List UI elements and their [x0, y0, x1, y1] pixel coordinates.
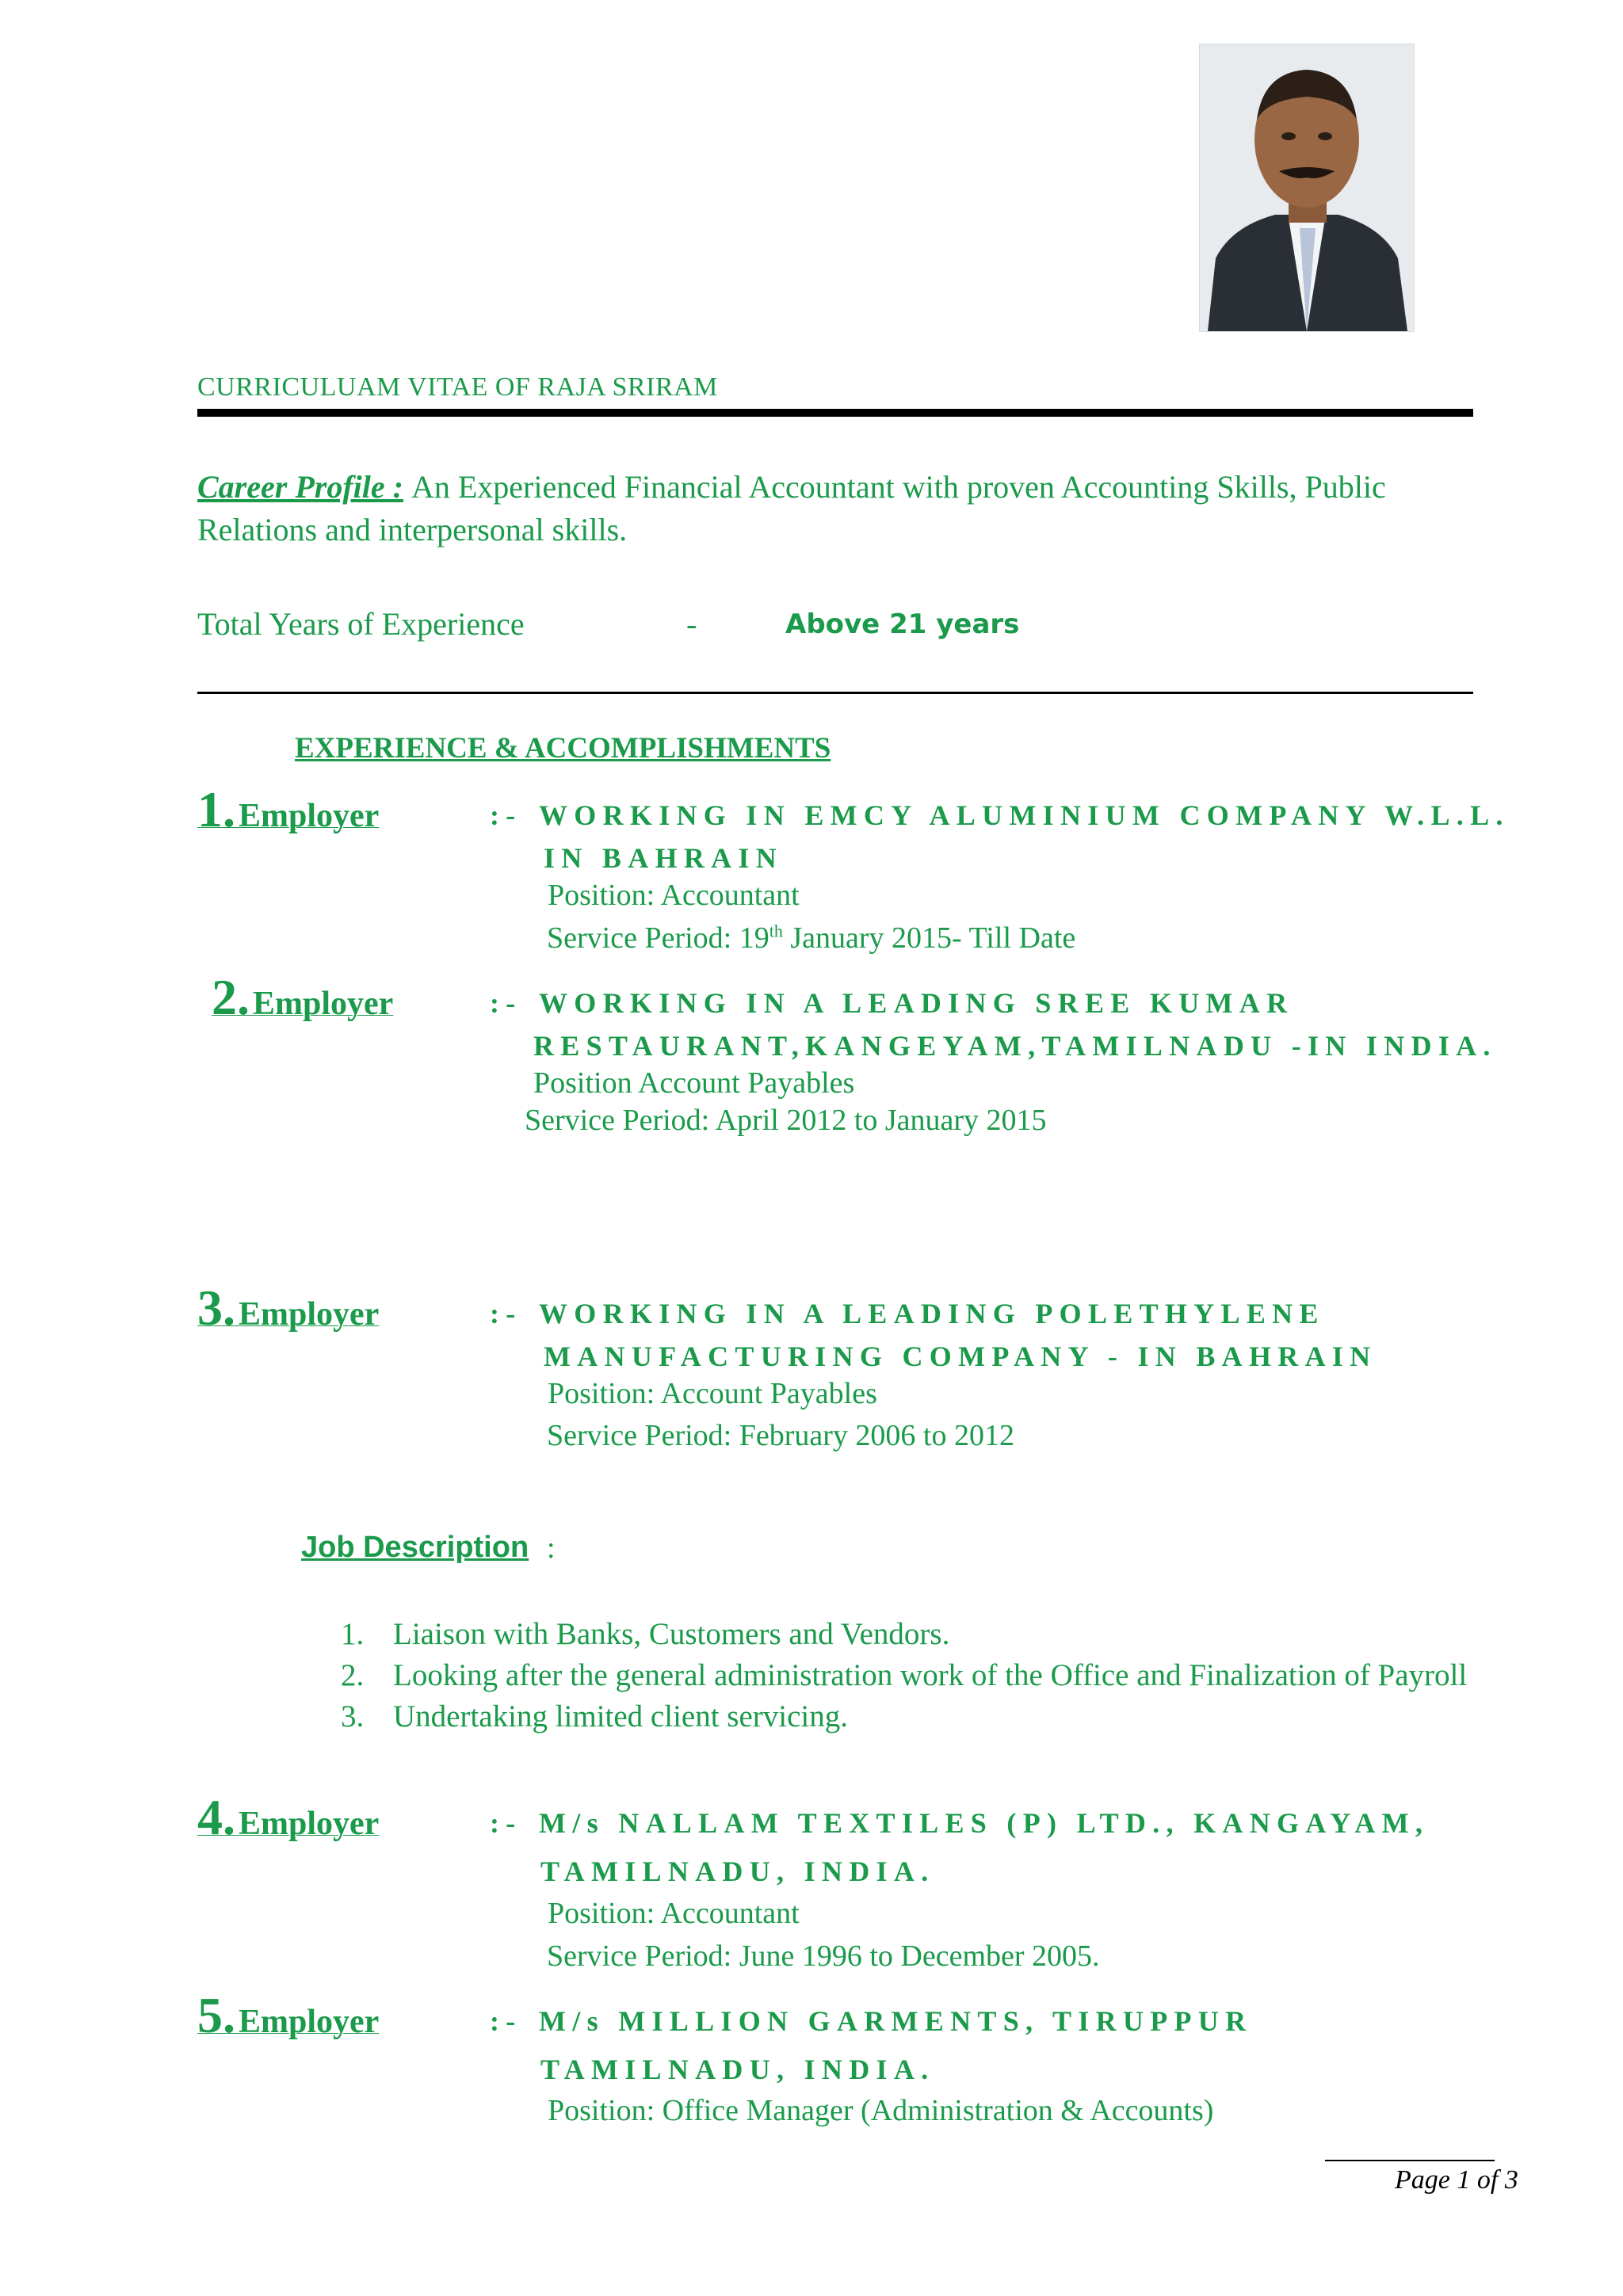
- employer-word: Employer: [253, 986, 394, 1022]
- career-profile: [197, 466, 1481, 551]
- employer-word: Employer: [239, 1296, 380, 1333]
- employer-5-location: TAMILNADU, INDIA.: [540, 2054, 935, 2085]
- employer-4-location: TAMILNADU, INDIA.: [540, 1855, 935, 1887]
- job-description-item: [341, 1696, 1482, 1737]
- job-description-title: Job Description: [301, 1531, 529, 1564]
- employer-2-location: RESTAURANT,KANGEYAM,TAMILNADU -IN INDIA.: [533, 1030, 1497, 1062]
- employer-4-service: Service Period: June 1996 to December 2005.: [547, 1939, 1100, 1973]
- cv-title: CURRICULUAM VITAE OF RAJA SRIRAM: [197, 372, 718, 402]
- employer-5-position: Position: Office Manager (Administration & Accounts): [548, 2094, 1214, 2127]
- section-divider: [197, 692, 1473, 694]
- employer-word: Employer: [239, 2004, 380, 2040]
- employer-separator: :-: [490, 987, 522, 1019]
- portrait-image: [1200, 44, 1414, 331]
- employer-word: Employer: [239, 798, 380, 834]
- employer-separator: :-: [490, 1298, 522, 1329]
- item-text: Liaison with Banks, Customers and Vendors.: [393, 1617, 950, 1651]
- employer-number: 4.: [197, 1789, 235, 1845]
- employer-number: 1.: [197, 781, 235, 837]
- employer-word: Employer: [239, 1806, 380, 1842]
- employer-3-location: MANUFACTURING COMPANY - IN BAHRAIN: [544, 1341, 1377, 1372]
- employer-separator: :-: [490, 1807, 522, 1839]
- employer-2-label: [212, 968, 393, 1027]
- employer-number: 2.: [212, 969, 250, 1025]
- item-number: 1.: [341, 1617, 365, 1651]
- page-number: Page 1 of 3: [1395, 2165, 1518, 2195]
- employer-separator: :-: [490, 799, 522, 831]
- item-text: Undertaking limited client servicing.: [393, 1699, 849, 1733]
- profile-photo: [1199, 44, 1415, 332]
- job-description-item: [341, 1655, 1482, 1696]
- employer-5-company: M/s MILLION GARMENTS, TIRUPPUR: [539, 2005, 1253, 2037]
- job-description-list: [341, 1614, 1482, 1737]
- employer-3-company: WORKING IN A LEADING POLETHYLENE: [539, 1298, 1325, 1329]
- employer-1-label: [197, 780, 379, 839]
- career-profile-text: An Experienced Financial Accountant with proven Accounting Skills, Public Relations and interpersonal skills.: [197, 469, 1386, 547]
- career-profile-label: Career Profile :: [197, 469, 403, 505]
- section-heading: EXPERIENCE & ACCOMPLISHMENTS: [295, 732, 831, 765]
- service-suffix: January 2015- Till Date: [782, 921, 1076, 955]
- service-superscript: th: [769, 921, 783, 941]
- employer-1-location: IN BAHRAIN: [544, 842, 784, 874]
- employer-number: 5.: [197, 1987, 235, 2043]
- employer-1-company: WORKING IN EMCY ALUMINIUM COMPANY W.L.L.: [539, 799, 1510, 831]
- job-description-colon: :: [547, 1531, 556, 1565]
- employer-4-position: Position: Accountant: [548, 1897, 800, 1930]
- employer-4-label: [197, 1788, 379, 1847]
- employer-2-position: Position Account Payables: [533, 1066, 855, 1100]
- employer-4-company: M/s NALLAM TEXTILES (P) LTD., KANGAYAM,: [539, 1807, 1430, 1839]
- employer-2-service: Service Period: April 2012 to January 2015: [525, 1104, 1047, 1137]
- employer-1-service: [547, 921, 1075, 955]
- item-number: 2.: [341, 1658, 365, 1692]
- employer-2-company: WORKING IN A LEADING SREE KUMAR: [539, 987, 1294, 1019]
- experience-label: Total Years of Experience: [197, 606, 525, 642]
- employer-1-position: Position: Accountant: [548, 879, 800, 912]
- experience-dash: -: [686, 606, 697, 642]
- footer-divider: [1325, 2160, 1495, 2161]
- item-number: 3.: [341, 1699, 365, 1733]
- employer-separator: :-: [490, 2005, 522, 2037]
- employer-number: 3.: [197, 1280, 235, 1336]
- experience-value: Above 21 years: [785, 608, 1020, 640]
- job-description-item: [341, 1614, 1482, 1655]
- employer-3-service: Service Period: February 2006 to 2012: [547, 1419, 1014, 1452]
- employer-3-position: Position: Account Payables: [548, 1377, 877, 1410]
- service-prefix: Service Period: 19: [547, 921, 769, 955]
- employer-5-label: [197, 1986, 379, 2045]
- employer-3-label: [197, 1279, 379, 1337]
- item-text: Looking after the general administration work of the Office and Finalization of Payroll: [393, 1658, 1468, 1692]
- title-divider: [197, 409, 1473, 417]
